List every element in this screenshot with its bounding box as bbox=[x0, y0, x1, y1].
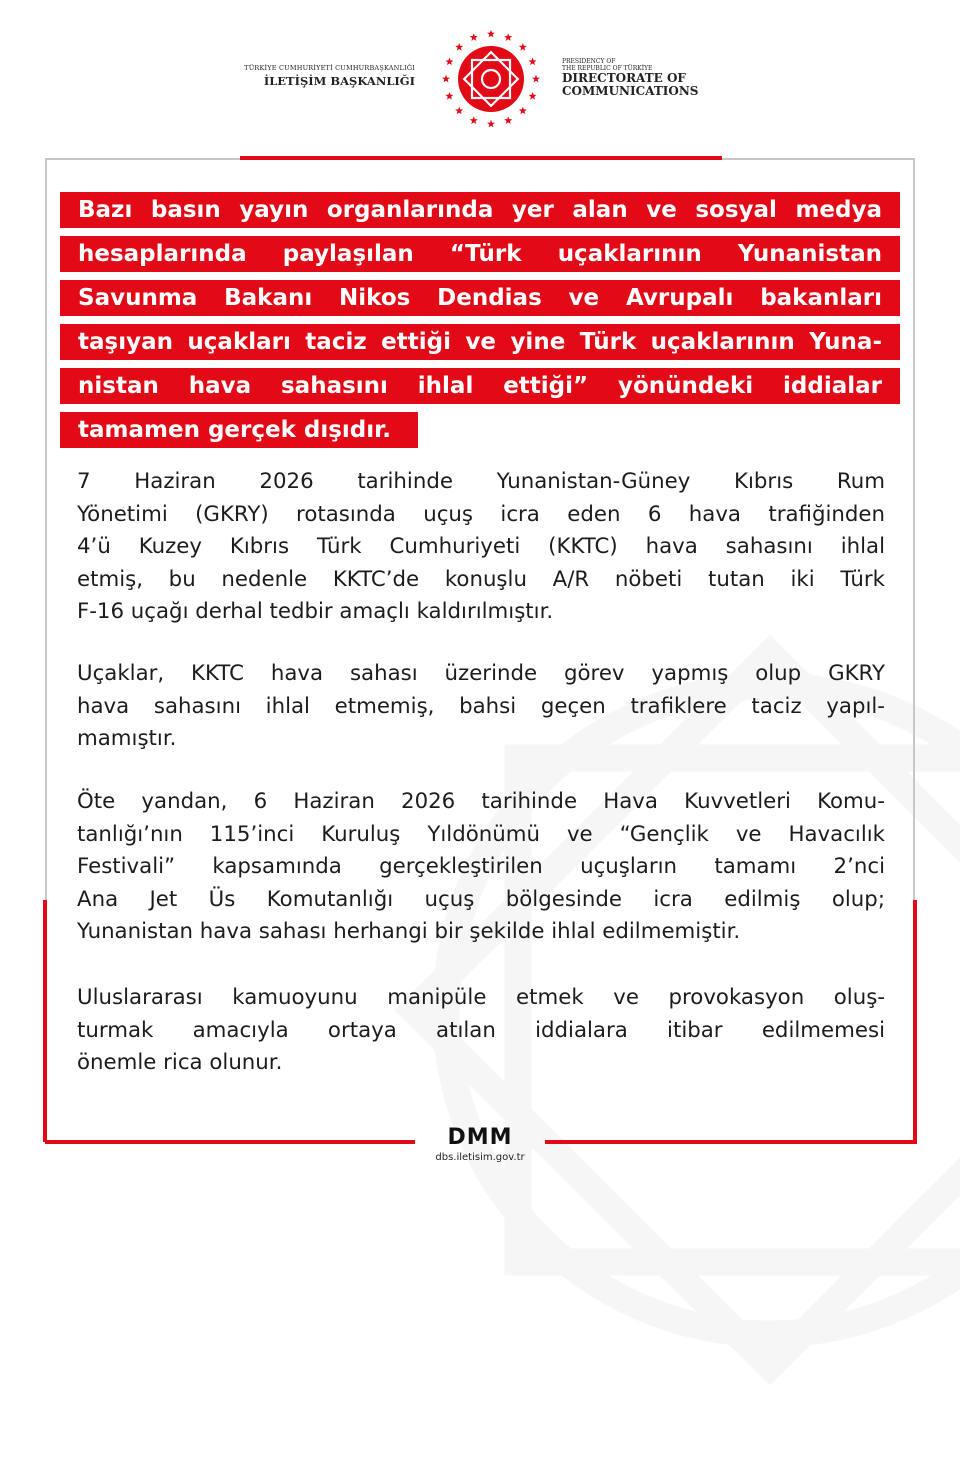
header-right-small-2: THE REPUBLIC OF TÜRKİYE bbox=[562, 65, 653, 72]
emblem-star-icon bbox=[519, 43, 527, 51]
header-left-title bbox=[244, 64, 415, 88]
headline-line: taşıyan uçakları taciz ettiği ve yine Türk uçaklarının Yuna- bbox=[60, 324, 900, 360]
paragraph-line: Festivali” kapsamında gerçekleştirilen uçuşların tamamı 2’nci bbox=[77, 854, 885, 879]
paragraph-line: Ana Jet Üs Komutanlığı uçuş bölgesinde icra edilmiş olup; bbox=[77, 886, 885, 912]
frame-bottom-right-accent bbox=[545, 1140, 917, 1144]
emblem-star-icon bbox=[455, 107, 463, 115]
footer bbox=[415, 1126, 545, 1163]
emblem-star-icon bbox=[532, 75, 540, 83]
emblem-star-icon bbox=[519, 107, 527, 115]
header-right-small-1: PRESIDENCY OF bbox=[562, 58, 616, 65]
emblem-star-icon bbox=[470, 116, 478, 124]
paragraph-line: 7 Haziran 2026 tarihinde Yunanistan-Güney Kıbrıs Rum bbox=[77, 469, 885, 494]
emblem-star-icon bbox=[445, 92, 453, 100]
paragraph-3 bbox=[77, 786, 885, 949]
paragraph-line: Yunanistan hava sahası herhangi bir şekilde ihlal edilmemiştir. bbox=[77, 919, 741, 944]
headline-line: hesaplarında paylaşılan “Türk uçaklarının Yunanistan bbox=[60, 236, 900, 272]
paragraph-line: mamıştır. bbox=[77, 726, 177, 751]
header-right-title bbox=[562, 58, 698, 98]
paragraph-2 bbox=[77, 658, 885, 756]
headline-line: nistan hava sahasını ihlal ettiği” yönündeki iddialar bbox=[60, 368, 900, 404]
headline-line: Bazı basın yayın organlarında yer alan ve sosyal medya bbox=[60, 192, 900, 228]
header-right-big-2: COMMUNICATIONS bbox=[562, 84, 699, 98]
presidency-star-emblem-icon bbox=[437, 25, 545, 133]
headline bbox=[60, 192, 920, 456]
paragraph-line: önemle rica olunur. bbox=[77, 1050, 283, 1075]
paragraph-line: Yönetimi (GKRY) rotasında uçuş icra eden 6 hava trafiğinden bbox=[77, 501, 885, 527]
emblem-star-icon bbox=[529, 92, 537, 100]
emblem-star-icon bbox=[487, 120, 495, 128]
paragraph-line: hava sahasını ihlal etmemiş, bahsi geçen trafiklere taciz yapıl- bbox=[77, 693, 885, 719]
paragraph-line: Öte yandan, 6 Haziran 2026 tarihinde Hava Kuvvetleri Komu- bbox=[77, 789, 885, 814]
header-right-big-1: DIRECTORATE OF bbox=[562, 71, 686, 85]
headline-line: tamamen gerçek dışıdır. bbox=[60, 412, 418, 448]
emblem-star-icon bbox=[529, 58, 537, 66]
headline-line: Savunma Bakanı Nikos Dendias ve Avrupalı bakanları bbox=[60, 280, 900, 316]
paragraph-line: 4’ü Kuzey Kıbrıs Türk Cumhuriyeti (KKTC) hava sahasını ihlal bbox=[77, 534, 885, 559]
paragraph-4 bbox=[77, 982, 885, 1080]
header bbox=[0, 0, 960, 150]
emblem-star-icon bbox=[455, 43, 463, 51]
frame-right-accent bbox=[913, 900, 917, 1142]
paragraph-line: etmiş, bu nedenle KKTC’de konuşlu A/R nöbeti tutan iki Türk bbox=[77, 566, 885, 592]
paragraph-line: turmak amacıyla ortaya atılan iddialara itibar edilmemesi bbox=[77, 1017, 885, 1043]
footer-url[interactable]: dbs.iletisim.gov.tr bbox=[435, 1152, 525, 1163]
paragraph-1 bbox=[77, 466, 885, 629]
paragraph-line: Uçaklar, KKTC hava sahası üzerinde görev yapmış olup GKRY bbox=[77, 661, 885, 686]
frame-bottom-left-accent bbox=[45, 1140, 415, 1144]
emblem-star-icon bbox=[504, 116, 512, 124]
emblem-star-icon bbox=[487, 30, 495, 38]
header-left-small: TÜRKİYE CUMHURİYETİ CUMHURBAŞKANLIĞI bbox=[244, 64, 415, 72]
paragraph-line: Uluslararası kamuoyunu manipüle etmek ve provokasyon oluş- bbox=[77, 985, 885, 1010]
emblem-star-icon bbox=[470, 33, 478, 41]
emblem-star-icon bbox=[442, 75, 450, 83]
paragraph-line: tanlığı’nın 115’inci Kuruluş Yıldönümü ve “Gençlik ve Havacılık bbox=[77, 821, 885, 847]
paragraph-line: F-16 uçağı derhal tedbir amaçlı kaldırılmıştır. bbox=[77, 599, 554, 624]
emblem-star-icon bbox=[445, 58, 453, 66]
dmm-logo: DMM bbox=[447, 1125, 513, 1150]
header-left-big: İLETİŞİM BAŞKANLIĞI bbox=[263, 74, 415, 88]
frame-left-accent bbox=[43, 900, 47, 1142]
emblem-star-icon bbox=[504, 33, 512, 41]
frame-top-accent bbox=[240, 156, 722, 160]
